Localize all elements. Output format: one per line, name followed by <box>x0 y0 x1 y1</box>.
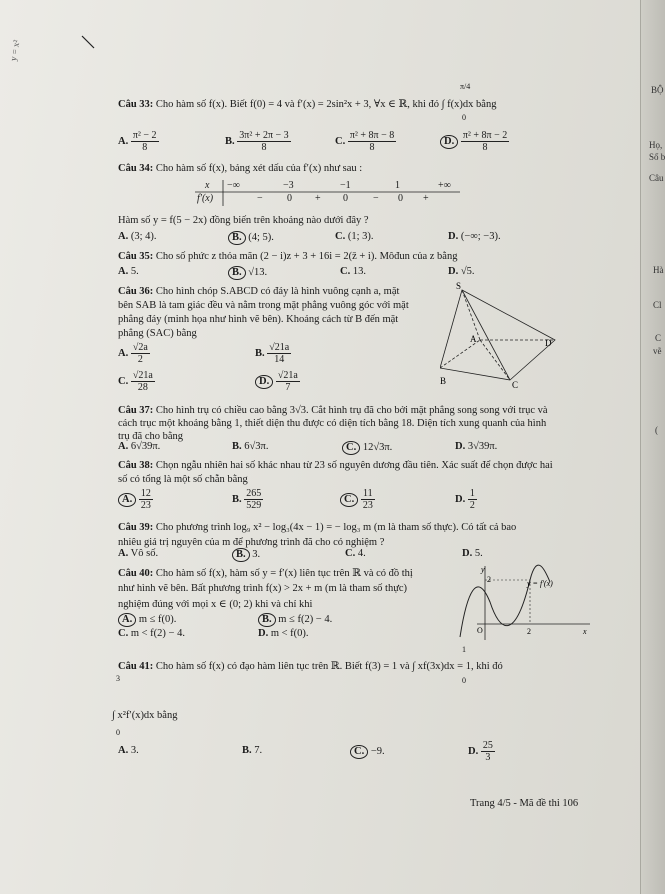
q36-option-a[interactable]: A. $\frac{√2a}{2}$ <box>118 342 148 365</box>
q34-option-b[interactable]: B. (4; 5). <box>228 231 274 245</box>
q35-option-b[interactable]: B. √13. <box>228 266 267 280</box>
q33-option-b[interactable]: B. $\frac{\text{3π² + 2π − 3}}{8}$ <box>225 130 289 153</box>
vertex-b-label: B <box>440 376 447 386</box>
q34-option-a[interactable]: A. (3; 4). <box>118 231 157 242</box>
q40-line-2: như hình vẽ bên. Bất phương trình f(x) > 2x + m (m là tham số thực) <box>118 583 408 594</box>
q36-line-4: phẳng (SAC) bằng <box>118 328 197 339</box>
q37-line-1: Câu 37: Cho hình trụ có chiều cao bằng 3√3. Cắt hình trụ đã cho bởi mặt phẳng song song với trục và <box>118 405 548 416</box>
q41-option-d[interactable]: D. $\frac{25}{3}$ <box>468 740 493 763</box>
q35-option-d[interactable]: D. √5. <box>448 266 475 277</box>
vertex-s-label: S <box>456 281 462 291</box>
x-axis-label: x <box>583 627 587 636</box>
y-axis-label: y <box>481 565 485 574</box>
q37-option-d[interactable]: D. 3√39π. <box>455 441 498 452</box>
q41-int1-lower: 0 <box>462 676 466 685</box>
ink-mark <box>80 32 110 52</box>
q38-option-b[interactable]: B. $\frac{265}{529}$ <box>232 488 262 511</box>
q38-option-c[interactable]: C. $\frac{11}{23}$ <box>340 488 375 511</box>
q40-option-d[interactable]: D. m < f(0). <box>258 628 309 639</box>
origin-label: O <box>477 626 483 635</box>
sign-table: x −∞ −3 −1 1 +∞ f′(x) − 0 + 0 − 0 + <box>197 180 451 204</box>
q36-line-3: phẳng đáy (minh họa như hình vẽ bên). Khoảng cách từ B đến mặt <box>118 314 399 325</box>
q33-int-upper: π/4 <box>460 82 471 91</box>
derivative-graph <box>455 562 595 642</box>
q33-int-lower: 0 <box>462 113 466 122</box>
q34-stem: Câu 34: Cho hàm số f(x), bảng xét dấu của f′(x) như sau : <box>118 163 363 174</box>
q40-option-a[interactable]: A. m ≤ f(0). <box>118 613 176 627</box>
q36-line-2: bên SAB là tam giác đều và nằm trong mặt phẳng vuông góc với mặt <box>118 300 409 311</box>
q33-option-c[interactable]: C. $\frac{\text{π² + 8π − 8}}{8}$ <box>335 130 395 153</box>
q41-int2-lower: 0 <box>116 728 120 737</box>
q37-line-2: cách trục một khoảng bằng 1, thiết diện thu được có diện tích bằng 18. Diện tích xung quanh của hình <box>118 418 547 429</box>
page-footer: Trang 4/5 - Mã đề thi 106 <box>470 798 579 809</box>
q41-option-a[interactable]: A. 3. <box>118 745 139 756</box>
q33-stem <box>118 98 496 110</box>
q36-option-b[interactable]: B. $\frac{√21a}{14}$ <box>255 342 290 365</box>
q33-text: Cho hàm số f(x). Biết f(0) = 4 và f′(x) = 2sin²x + 3, ∀x ∈ ℝ, khi đó ∫ f(x)dx bằng <box>155 99 497 110</box>
q41-stem: Câu 41: Cho hàm số f(x) có đạo hàm liên tục trên ℝ. Biết f(3) = 1 và ∫ xf(3x)dx = 1, khi đó <box>118 661 503 672</box>
next-page-edge: BỘ Họ, Số b Câu Hà Cl C vẽ ( <box>640 0 665 894</box>
q37-option-a[interactable]: A. 6√39π. <box>118 441 161 452</box>
q33-option-d[interactable]: D. $\frac{\text{π² + 8π − 2}}{8}$ <box>440 130 509 153</box>
pyramid-figure <box>440 280 570 390</box>
q39-option-c[interactable]: C. 4. <box>345 548 366 559</box>
q37-option-b[interactable]: B. 6√3π. <box>232 441 269 452</box>
y-tick-2: 2 <box>487 575 491 584</box>
q41-int1-upper: 1 <box>462 645 466 654</box>
q37-line-3: trụ đã cho bằng <box>118 431 184 442</box>
q40-line-3: nghiệm đúng với mọi x ∈ (0; 2) khi và chỉ khi <box>118 599 313 610</box>
q37-option-c[interactable]: C. 12√3π. <box>342 441 392 455</box>
q34-option-d[interactable]: D. (−∞; −3). <box>448 231 501 242</box>
q36-option-d[interactable]: D. $\frac{√21a}{7}$ <box>255 370 300 393</box>
q33-option-a[interactable]: A. $\frac{\text{π² − 2}}{8}$ <box>118 130 157 153</box>
q35-stem: Câu 35: Cho số phức z thỏa mãn (2 − i)z + 3 + 16i = 2(z̄ + i). Môđun của z bằng <box>118 251 458 262</box>
q34-option-c[interactable]: C. (1; 3). <box>335 231 374 242</box>
q38-option-d[interactable]: D. $\frac{1}{2}$ <box>455 488 475 511</box>
q39-option-b[interactable]: B. 3. <box>232 548 260 562</box>
margin-scribble: y = x² <box>8 39 22 62</box>
q33-number: Câu 33: <box>118 99 154 110</box>
q41-option-b[interactable]: B. 7. <box>242 745 263 756</box>
vertex-a-label: A <box>470 334 477 344</box>
q41-int2-upper: 3 <box>116 674 120 683</box>
q35-option-c[interactable]: C. 13. <box>340 266 366 277</box>
q39-line-2: nhiêu giá trị nguyên của m để phương trình đã cho có nghiệm ? <box>118 537 385 548</box>
vertex-d-label: D <box>545 338 552 348</box>
q35-option-a[interactable]: A. 5. <box>118 266 139 277</box>
q41-text2: ∫ x²f′(x)dx bằng <box>112 710 178 721</box>
q40-option-b[interactable]: B. m ≤ f(2) − 4. <box>258 613 332 627</box>
curve-label: y = f′(x) <box>527 579 553 588</box>
q39-option-d[interactable]: D. 5. <box>462 548 483 559</box>
q38-line-1: Câu 38: Chọn ngẫu nhiên hai số khác nhau từ 23 số nguyên dương đầu tiên. Xác suất để chọn được hai <box>118 460 553 471</box>
q36-option-c[interactable]: C. $\frac{√21a}{28}$ <box>118 370 153 393</box>
x-tick-2: 2 <box>527 627 531 636</box>
q40-line-1: Câu 40: Cho hàm số f(x), hàm số y = f′(x) liên tục trên ℝ và có đồ thị <box>118 568 413 579</box>
q34-question: Hàm số y = f(5 − 2x) đồng biến trên khoảng nào dưới đây ? <box>118 215 369 226</box>
q36-line-1: Câu 36: Cho hình chóp S.ABCD có đáy là hình vuông cạnh a, mặt <box>118 286 400 297</box>
q38-option-a[interactable]: A. $\frac{12}{23}$ <box>118 488 153 511</box>
q38-line-2: số có tổng là một số chẵn bằng <box>118 474 248 485</box>
q41-option-c[interactable]: C. −9. <box>350 745 385 759</box>
vertex-c-label: C <box>512 380 519 390</box>
q40-option-c[interactable]: C. m < f(2) − 4. <box>118 628 185 639</box>
q39-option-a[interactable]: A. Vô số. <box>118 548 159 559</box>
q39-line-1: Câu 39: Cho phương trình log₉ x² − log₃(4x − 1) = − log₃ m (m là tham số thực). Có tất cả bao <box>118 522 517 533</box>
